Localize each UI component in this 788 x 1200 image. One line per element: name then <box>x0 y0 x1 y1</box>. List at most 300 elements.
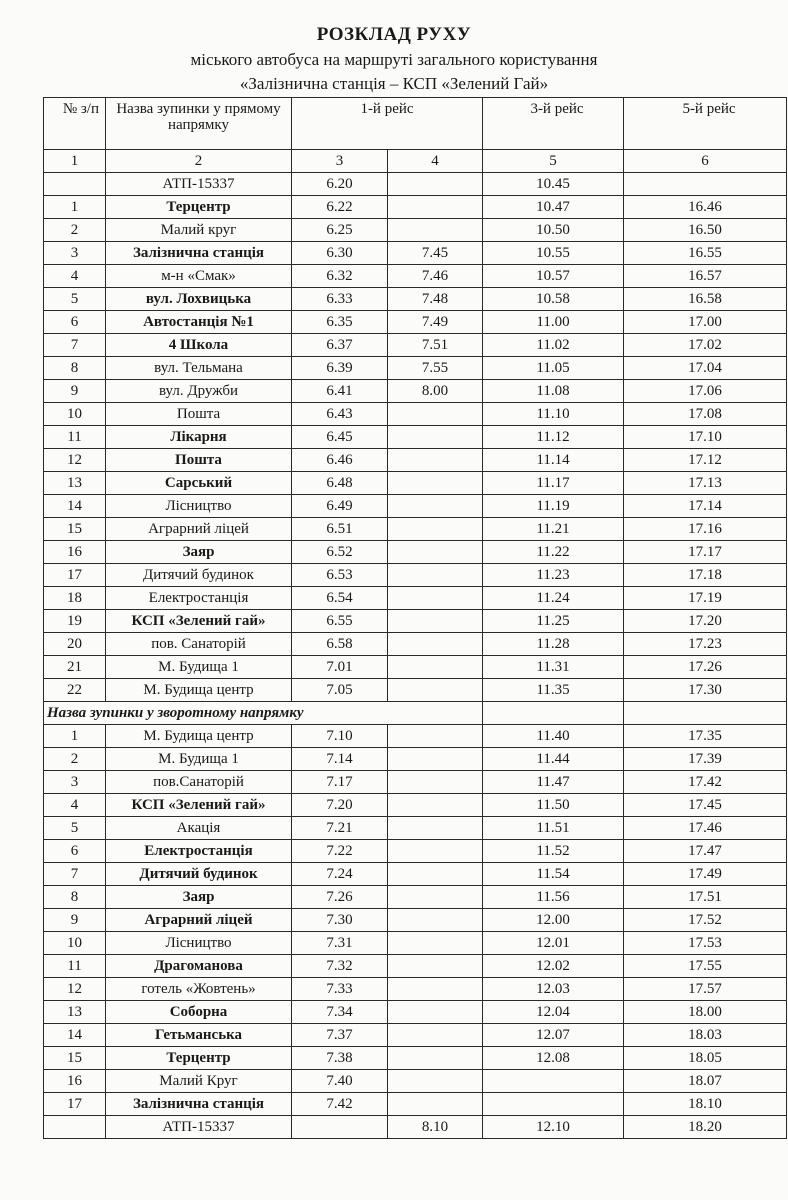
time-col-6: 17.47 <box>624 840 787 863</box>
time-col-4: 7.51 <box>388 334 483 357</box>
schedule-table <box>43 97 787 1139</box>
time-col-4 <box>388 840 483 863</box>
table-row <box>44 587 787 610</box>
time-col-3: 7.31 <box>292 932 388 955</box>
table-row <box>44 1047 787 1070</box>
time-col-3: 7.10 <box>292 725 388 748</box>
time-col-4 <box>388 633 483 656</box>
stop-name: Сарський <box>106 472 292 495</box>
table-row <box>44 978 787 1001</box>
time-col-4 <box>388 518 483 541</box>
time-col-5: 11.10 <box>483 403 624 426</box>
time-col-3: 6.25 <box>292 219 388 242</box>
stop-name: Заяр <box>106 541 292 564</box>
row-number: 11 <box>44 955 106 978</box>
row-number: 22 <box>44 679 106 702</box>
row-number: 4 <box>44 265 106 288</box>
time-col-4 <box>388 426 483 449</box>
time-col-5: 11.47 <box>483 771 624 794</box>
stop-name: Соборна <box>106 1001 292 1024</box>
stop-name: Лісництво <box>106 495 292 518</box>
row-number: 3 <box>44 242 106 265</box>
stop-name: 4 Школа <box>106 334 292 357</box>
time-col-6: 18.07 <box>624 1070 787 1093</box>
table-row <box>44 794 787 817</box>
stop-name: пов. Санаторій <box>106 633 292 656</box>
time-col-6: 17.52 <box>624 909 787 932</box>
stop-name: Заяр <box>106 886 292 909</box>
table-row <box>44 633 787 656</box>
time-col-3: 6.46 <box>292 449 388 472</box>
time-col-5: 10.47 <box>483 196 624 219</box>
time-col-5: 12.02 <box>483 955 624 978</box>
table-row <box>44 472 787 495</box>
table-row <box>44 564 787 587</box>
header-row <box>44 98 787 150</box>
time-col-4 <box>388 863 483 886</box>
table-row <box>44 817 787 840</box>
page-subtitle: міського автобуса на маршруті загального користування <box>190 50 598 69</box>
table-row <box>44 1070 787 1093</box>
stop-name: АТП-15337 <box>106 1116 292 1139</box>
time-col-5: 11.31 <box>483 656 624 679</box>
stop-name: Електростанція <box>106 587 292 610</box>
time-col-5: 11.12 <box>483 426 624 449</box>
time-col-4: 8.00 <box>388 380 483 403</box>
table-row <box>44 219 787 242</box>
stop-name: Залізнична станція <box>106 242 292 265</box>
table-row <box>44 610 787 633</box>
table-row <box>44 403 787 426</box>
time-col-3: 6.54 <box>292 587 388 610</box>
time-col-6: 17.06 <box>624 380 787 403</box>
row-number: 6 <box>44 840 106 863</box>
time-col-5: 10.55 <box>483 242 624 265</box>
time-col-6: 16.58 <box>624 288 787 311</box>
stop-name: Аграрний ліцей <box>106 518 292 541</box>
time-col-5: 11.52 <box>483 840 624 863</box>
time-col-6: 17.13 <box>624 472 787 495</box>
table-row <box>44 679 787 702</box>
table-row <box>44 932 787 955</box>
time-col-4 <box>388 679 483 702</box>
blank-cell <box>483 702 624 725</box>
time-col-4: 7.49 <box>388 311 483 334</box>
time-col-3: 6.22 <box>292 196 388 219</box>
header-stop-name: Назва зупинки у прямому напрямку <box>106 98 292 150</box>
time-col-4 <box>388 173 483 196</box>
column-index: 3 <box>292 150 388 173</box>
time-col-4 <box>388 541 483 564</box>
row-number: 16 <box>44 541 106 564</box>
time-col-3: 6.49 <box>292 495 388 518</box>
time-col-3: 7.30 <box>292 909 388 932</box>
time-col-6: 17.12 <box>624 449 787 472</box>
time-col-4 <box>388 932 483 955</box>
time-col-4 <box>388 403 483 426</box>
time-col-4: 7.48 <box>388 288 483 311</box>
stop-name: готель «Жовтень» <box>106 978 292 1001</box>
time-col-3: 7.33 <box>292 978 388 1001</box>
time-col-5: 11.44 <box>483 748 624 771</box>
time-col-5: 11.51 <box>483 817 624 840</box>
stop-name: Гетьманська <box>106 1024 292 1047</box>
row-number: 1 <box>44 725 106 748</box>
time-col-5: 11.00 <box>483 311 624 334</box>
time-col-6: 17.39 <box>624 748 787 771</box>
column-index: 6 <box>624 150 787 173</box>
time-col-4 <box>388 909 483 932</box>
time-col-6 <box>624 173 787 196</box>
table-row <box>44 955 787 978</box>
time-col-4: 7.45 <box>388 242 483 265</box>
table-row <box>44 426 787 449</box>
stop-name: Дитячий будинок <box>106 564 292 587</box>
row-number: 10 <box>44 403 106 426</box>
time-col-5: 11.02 <box>483 334 624 357</box>
time-col-5: 12.03 <box>483 978 624 1001</box>
row-number: 14 <box>44 495 106 518</box>
row-number: 2 <box>44 219 106 242</box>
time-col-3: 6.30 <box>292 242 388 265</box>
time-col-5: 12.08 <box>483 1047 624 1070</box>
row-number: 17 <box>44 1093 106 1116</box>
time-col-4 <box>388 771 483 794</box>
time-col-6: 17.55 <box>624 955 787 978</box>
time-col-6: 17.51 <box>624 886 787 909</box>
time-col-6: 17.17 <box>624 541 787 564</box>
row-number <box>44 1116 106 1139</box>
stop-name: Малий Круг <box>106 1070 292 1093</box>
time-col-3: 7.14 <box>292 748 388 771</box>
table-row <box>44 840 787 863</box>
stop-name: пов.Санаторій <box>106 771 292 794</box>
time-col-6: 17.18 <box>624 564 787 587</box>
time-col-5: 11.14 <box>483 449 624 472</box>
time-col-4 <box>388 472 483 495</box>
time-col-6: 17.04 <box>624 357 787 380</box>
time-col-4 <box>388 955 483 978</box>
time-col-6: 17.23 <box>624 633 787 656</box>
table-row <box>44 518 787 541</box>
time-col-3: 7.21 <box>292 817 388 840</box>
time-col-4 <box>388 1001 483 1024</box>
table-row <box>44 196 787 219</box>
time-col-3: 6.37 <box>292 334 388 357</box>
time-col-4 <box>388 978 483 1001</box>
time-col-6: 17.19 <box>624 587 787 610</box>
reverse-direction-heading-row <box>44 702 787 725</box>
time-col-6: 17.16 <box>624 518 787 541</box>
time-col-6: 17.02 <box>624 334 787 357</box>
stop-name: Акація <box>106 817 292 840</box>
table-row <box>44 334 787 357</box>
table-row <box>44 1024 787 1047</box>
time-col-3: 6.39 <box>292 357 388 380</box>
time-col-4: 7.46 <box>388 265 483 288</box>
time-col-3: 7.20 <box>292 794 388 817</box>
time-col-6: 18.10 <box>624 1093 787 1116</box>
time-col-6: 16.55 <box>624 242 787 265</box>
time-col-4 <box>388 817 483 840</box>
time-col-4 <box>388 587 483 610</box>
row-number: 7 <box>44 863 106 886</box>
row-number: 13 <box>44 1001 106 1024</box>
time-col-3: 7.22 <box>292 840 388 863</box>
time-col-5: 10.45 <box>483 173 624 196</box>
table-row <box>44 886 787 909</box>
time-col-4 <box>388 794 483 817</box>
table-row <box>44 380 787 403</box>
stop-name: Терцентр <box>106 196 292 219</box>
stop-name: Драгоманова <box>106 955 292 978</box>
time-col-5 <box>483 1093 624 1116</box>
table-row <box>44 1116 787 1139</box>
column-index: 2 <box>106 150 292 173</box>
time-col-6: 17.45 <box>624 794 787 817</box>
time-col-3: 6.33 <box>292 288 388 311</box>
time-col-3: 7.05 <box>292 679 388 702</box>
time-col-6: 17.35 <box>624 725 787 748</box>
time-col-5: 11.17 <box>483 472 624 495</box>
row-number: 4 <box>44 794 106 817</box>
time-col-4: 8.10 <box>388 1116 483 1139</box>
table-row <box>44 173 787 196</box>
time-col-5: 11.05 <box>483 357 624 380</box>
time-col-5: 11.54 <box>483 863 624 886</box>
table-row <box>44 311 787 334</box>
header-trip-5: 5-й рейс <box>624 98 787 150</box>
time-col-5: 11.50 <box>483 794 624 817</box>
column-index: 1 <box>44 150 106 173</box>
time-col-3: 6.51 <box>292 518 388 541</box>
time-col-6: 18.00 <box>624 1001 787 1024</box>
row-number: 8 <box>44 357 106 380</box>
time-col-6: 17.00 <box>624 311 787 334</box>
time-col-4 <box>388 495 483 518</box>
time-col-5: 10.57 <box>483 265 624 288</box>
time-col-4 <box>388 449 483 472</box>
row-number: 12 <box>44 449 106 472</box>
time-col-3: 6.48 <box>292 472 388 495</box>
table-row <box>44 288 787 311</box>
time-col-6: 17.08 <box>624 403 787 426</box>
time-col-5: 12.04 <box>483 1001 624 1024</box>
time-col-5: 12.07 <box>483 1024 624 1047</box>
stop-name: Пошта <box>106 403 292 426</box>
table-row <box>44 771 787 794</box>
header-trip-3: 3-й рейс <box>483 98 624 150</box>
stop-name: вул. Тельмана <box>106 357 292 380</box>
time-col-3: 6.35 <box>292 311 388 334</box>
time-col-5: 11.28 <box>483 633 624 656</box>
row-number: 15 <box>44 518 106 541</box>
time-col-4 <box>388 725 483 748</box>
time-col-3: 6.53 <box>292 564 388 587</box>
table-row <box>44 449 787 472</box>
time-col-3: 7.17 <box>292 771 388 794</box>
row-number: 14 <box>44 1024 106 1047</box>
time-col-5: 11.35 <box>483 679 624 702</box>
time-col-3: 6.52 <box>292 541 388 564</box>
stop-name: М. Будища центр <box>106 679 292 702</box>
table-row <box>44 748 787 771</box>
time-col-4 <box>388 610 483 633</box>
time-col-5: 11.22 <box>483 541 624 564</box>
time-col-6: 17.49 <box>624 863 787 886</box>
row-number: 19 <box>44 610 106 633</box>
time-col-6: 17.53 <box>624 932 787 955</box>
time-col-6: 17.26 <box>624 656 787 679</box>
row-number <box>44 173 106 196</box>
row-number: 9 <box>44 909 106 932</box>
time-col-5: 11.08 <box>483 380 624 403</box>
time-col-6: 17.10 <box>624 426 787 449</box>
time-col-4 <box>388 564 483 587</box>
stop-name: КСП «Зелений гай» <box>106 794 292 817</box>
time-col-5: 11.56 <box>483 886 624 909</box>
time-col-6: 17.30 <box>624 679 787 702</box>
time-col-3: 7.01 <box>292 656 388 679</box>
time-col-5: 11.19 <box>483 495 624 518</box>
time-col-5: 11.25 <box>483 610 624 633</box>
stop-name: М. Будища 1 <box>106 656 292 679</box>
row-number: 10 <box>44 932 106 955</box>
time-col-3: 7.42 <box>292 1093 388 1116</box>
time-col-3: 6.41 <box>292 380 388 403</box>
route-name: «Залізнична станція – КСП «Зелений Гай» <box>239 74 549 93</box>
time-col-4 <box>388 1093 483 1116</box>
page-title: РОЗКЛАД РУХУ <box>316 24 472 45</box>
stop-name: Залізнична станція <box>106 1093 292 1116</box>
reverse-direction-heading: Назва зупинки у зворотному напрямку <box>44 702 483 725</box>
column-index: 4 <box>388 150 483 173</box>
column-index-row <box>44 150 787 173</box>
time-col-3: 7.34 <box>292 1001 388 1024</box>
time-col-5: 10.58 <box>483 288 624 311</box>
table-row <box>44 1093 787 1116</box>
time-col-3: 7.32 <box>292 955 388 978</box>
stop-name: М. Будища 1 <box>106 748 292 771</box>
stop-name: Малий круг <box>106 219 292 242</box>
row-number: 9 <box>44 380 106 403</box>
table-row <box>44 541 787 564</box>
time-col-3: 7.37 <box>292 1024 388 1047</box>
time-col-3 <box>292 1116 388 1139</box>
time-col-6: 18.05 <box>624 1047 787 1070</box>
row-number: 18 <box>44 587 106 610</box>
time-col-3: 6.55 <box>292 610 388 633</box>
table-row <box>44 1001 787 1024</box>
table-row <box>44 909 787 932</box>
row-number: 20 <box>44 633 106 656</box>
time-col-4 <box>388 886 483 909</box>
row-number: 17 <box>44 564 106 587</box>
time-col-3: 7.26 <box>292 886 388 909</box>
time-col-5: 11.23 <box>483 564 624 587</box>
time-col-5: 12.01 <box>483 932 624 955</box>
stop-name: Пошта <box>106 449 292 472</box>
stop-name: М. Будища центр <box>106 725 292 748</box>
row-number: 3 <box>44 771 106 794</box>
stop-name: Аграрний ліцей <box>106 909 292 932</box>
time-col-6: 17.42 <box>624 771 787 794</box>
time-col-6: 18.20 <box>624 1116 787 1139</box>
time-col-5: 11.24 <box>483 587 624 610</box>
table-row <box>44 357 787 380</box>
row-number: 11 <box>44 426 106 449</box>
time-col-6: 17.20 <box>624 610 787 633</box>
time-col-4: 7.55 <box>388 357 483 380</box>
time-col-3: 6.32 <box>292 265 388 288</box>
time-col-6: 17.57 <box>624 978 787 1001</box>
time-col-6: 17.14 <box>624 495 787 518</box>
header-num: № з/п <box>44 98 106 150</box>
time-col-3: 6.58 <box>292 633 388 656</box>
time-col-6: 16.50 <box>624 219 787 242</box>
row-number: 1 <box>44 196 106 219</box>
row-number: 12 <box>44 978 106 1001</box>
row-number: 21 <box>44 656 106 679</box>
time-col-3: 7.40 <box>292 1070 388 1093</box>
row-number: 6 <box>44 311 106 334</box>
stop-name: Лікарня <box>106 426 292 449</box>
row-number: 5 <box>44 288 106 311</box>
stop-name: КСП «Зелений гай» <box>106 610 292 633</box>
time-col-3: 6.45 <box>292 426 388 449</box>
table-row <box>44 656 787 679</box>
stop-name: Терцентр <box>106 1047 292 1070</box>
table-row <box>44 495 787 518</box>
stop-name: вул. Лохвицька <box>106 288 292 311</box>
time-col-4 <box>388 656 483 679</box>
time-col-3: 6.20 <box>292 173 388 196</box>
row-number: 16 <box>44 1070 106 1093</box>
header-trip-1: 1-й рейс <box>292 98 483 150</box>
time-col-6: 17.46 <box>624 817 787 840</box>
time-col-5: 11.21 <box>483 518 624 541</box>
table-row <box>44 265 787 288</box>
time-col-5: 10.50 <box>483 219 624 242</box>
stop-name: м-н «Смак» <box>106 265 292 288</box>
time-col-4 <box>388 1047 483 1070</box>
stop-name: Автостанція №1 <box>106 311 292 334</box>
time-col-6: 16.46 <box>624 196 787 219</box>
column-index: 5 <box>483 150 624 173</box>
stop-name: АТП-15337 <box>106 173 292 196</box>
stop-name: Дитячий будинок <box>106 863 292 886</box>
time-col-4 <box>388 196 483 219</box>
time-col-5: 12.00 <box>483 909 624 932</box>
row-number: 5 <box>44 817 106 840</box>
time-col-5: 11.40 <box>483 725 624 748</box>
row-number: 15 <box>44 1047 106 1070</box>
table-row <box>44 242 787 265</box>
row-number: 7 <box>44 334 106 357</box>
time-col-4 <box>388 1024 483 1047</box>
stop-name: Електростанція <box>106 840 292 863</box>
row-number: 8 <box>44 886 106 909</box>
time-col-3: 7.38 <box>292 1047 388 1070</box>
time-col-3: 7.24 <box>292 863 388 886</box>
time-col-6: 16.57 <box>624 265 787 288</box>
table-row <box>44 863 787 886</box>
blank-cell <box>624 702 787 725</box>
time-col-5: 12.10 <box>483 1116 624 1139</box>
stop-name: вул. Дружби <box>106 380 292 403</box>
time-col-6: 18.03 <box>624 1024 787 1047</box>
time-col-4 <box>388 748 483 771</box>
